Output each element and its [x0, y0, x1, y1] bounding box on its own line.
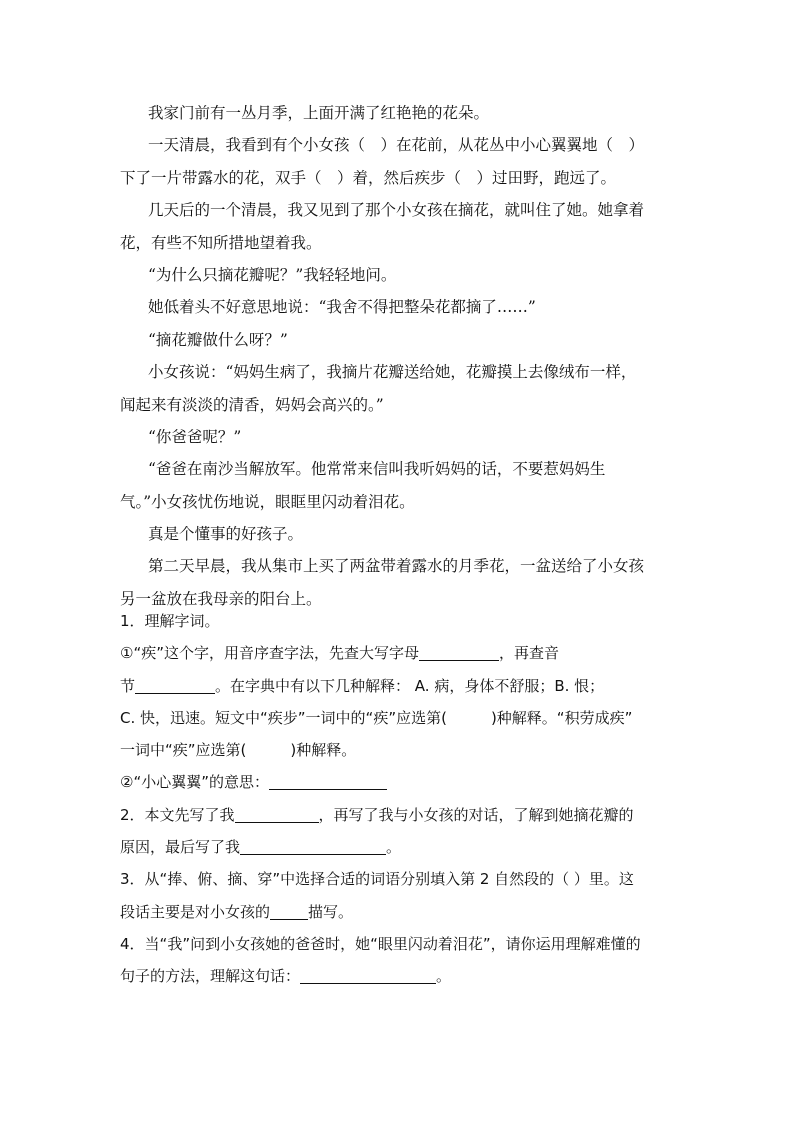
- answer-blank-meaning[interactable]: [269, 771, 387, 790]
- question-text: ②“小心翼翼”的意思：: [120, 773, 269, 792]
- question-text: 。: [436, 967, 452, 986]
- answer-blank-syllable[interactable]: [135, 675, 215, 694]
- passage-line: “摘花瓣做什么呀？”: [148, 330, 288, 349]
- question-1a-line-4: [120, 734, 680, 766]
- passage-line: 几天后的一个清晨，我又见到了那个小女孩在摘花，就叫住了她。她拿着: [148, 201, 645, 220]
- question-text: )种解释。“积劳成疾”: [490, 708, 633, 727]
- question-1a-line-3: [120, 702, 680, 734]
- question-text: 。: [386, 838, 402, 857]
- question-text: 节: [120, 676, 136, 695]
- passage-line: 小女孩说：“妈妈生病了，我摘片花瓣送给她，花瓣摸上去像绒布一样，: [148, 363, 637, 382]
- question-4-line-1: 4．当“我”问到小女孩她的爸爸时，她“眼里闪动着泪花”，请你运用理解难懂的: [120, 934, 641, 953]
- question-text: )种解释。: [290, 741, 357, 760]
- question-4-line-2: [120, 960, 680, 992]
- answer-blank[interactable]: [270, 901, 308, 920]
- passage-line: “为什么只摘花瓣呢？”我轻轻地问。: [148, 265, 397, 284]
- passage-line: 一天清晨，我看到有个小女孩（ ）在花前，从花丛中小心翼翼地（ ）: [148, 136, 645, 155]
- passage-line: 第二天早晨，我从集市上买了两盆带着露水的月季花，一盆送给了小女孩: [148, 557, 645, 576]
- passage-line: “你爸爸呢？”: [148, 427, 242, 446]
- passage-line: 下了一片带露水的花，双手（ ）着，然后疾步（ ）过田野，跑远了。: [120, 168, 617, 187]
- question-text: 一词中“疾”应选第(: [120, 741, 247, 760]
- question-text: 原因，最后写了我: [120, 838, 241, 857]
- question-1a-line-1: [120, 637, 680, 669]
- passage-line: 花，有些不知所措地望着我。: [120, 233, 322, 252]
- question-text: 段话主要是对小女孩的: [120, 902, 271, 921]
- question-1-title: 1．理解字词。: [120, 612, 220, 630]
- question-1b: [120, 766, 680, 798]
- question-3-line-2: [120, 896, 680, 928]
- passage-line: 我家门前有一丛月季，上面开满了红艳艳的花朵。: [148, 104, 490, 122]
- answer-blank[interactable]: [235, 804, 319, 823]
- question-text: 描写。: [308, 902, 354, 921]
- answer-blank[interactable]: [240, 836, 386, 855]
- question-text: 。在字典中有以下几种解释： A. 病，身体不舒服；B. 恨；: [215, 676, 605, 695]
- passage-line: 真是个懂事的好孩子。: [148, 525, 304, 544]
- question-text: ，再查音: [499, 644, 560, 663]
- question-text: 句子的方法，理解这句话：: [120, 967, 301, 986]
- answer-blank[interactable]: [300, 965, 436, 984]
- passage-line: “爸爸在南沙当解放军。他常常来信叫我听妈妈的话，不要惹妈妈生: [148, 460, 606, 479]
- passage-line: 闻起来有淡淡的清香，妈妈会高兴的。”: [120, 395, 384, 414]
- question-text: ①“疾”这个字，用音序查字法，先查大写字母: [120, 644, 419, 663]
- reading-passage: [120, 97, 680, 615]
- question-2-line-1: [120, 799, 680, 831]
- question-3-line-1: 3．从“捧、俯、摘、穿”中选择合适的词语分别填入第 2 自然段的（ ）里。这: [120, 870, 634, 889]
- passage-line: 气。”小女孩忧伤地说，眼眶里闪动着泪花。: [120, 492, 415, 511]
- question-2-line-2: [120, 831, 680, 863]
- question-text: 2．本文先写了我: [120, 805, 235, 824]
- passage-line: 另一盆放在我母亲的阳台上。: [120, 589, 322, 608]
- question-1a-line-2: [120, 670, 680, 702]
- question-section: [120, 605, 680, 993]
- question-text: ，再写了我与小女孩的对话，了解到她摘花瓣的: [318, 805, 634, 824]
- answer-blank-letter[interactable]: [419, 642, 499, 661]
- passage-line: 她低着头不好意思地说：“我舍不得把整朵花都摘了……”: [148, 298, 536, 317]
- question-text: C. 快，迅速。短文中“疾步”一词中的“疾”应选第(: [120, 708, 447, 727]
